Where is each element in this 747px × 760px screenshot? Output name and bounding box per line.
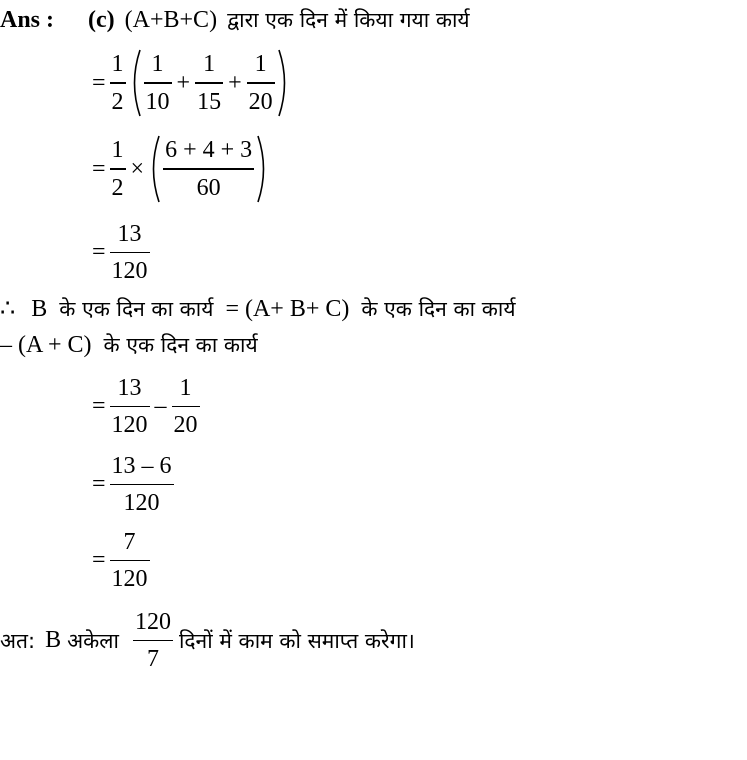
conclusion-text-1: अकेला	[67, 628, 119, 653]
therefore-text-2: के एक दिन का कार्य	[361, 297, 516, 321]
fraction-denominator: 120	[111, 258, 148, 285]
fraction-one-twentieth	[247, 52, 275, 113]
answer-line	[0, 8, 470, 32]
equation-step-3	[92, 222, 152, 283]
conclusion-line	[0, 610, 415, 671]
fraction-half	[110, 138, 126, 199]
answer-expression: (A+B+C)	[124, 7, 218, 33]
fraction-denominator: 20	[173, 412, 198, 439]
times-sign: ×	[130, 155, 145, 182]
therefore-symbol: ∴	[0, 296, 16, 322]
equation-step-6	[92, 530, 152, 591]
left-parenthesis-icon	[147, 134, 161, 204]
therefore-text-1: के एक दिन का कार्य	[59, 297, 214, 321]
equation-step-2	[92, 134, 270, 204]
therefore-middle: = (A+ B+ C)	[225, 296, 350, 322]
right-parenthesis-icon	[277, 48, 291, 118]
plus-sign: +	[176, 69, 191, 96]
fraction-denominator: 120	[111, 566, 148, 593]
fraction-numerator: 1	[254, 51, 267, 78]
variable-b: B	[31, 296, 48, 322]
equals-sign: =	[92, 239, 106, 266]
conclusion-text-2: दिनों में काम को समाप्त करेगा।	[178, 628, 415, 653]
variable-b: B	[45, 627, 62, 654]
fraction-days	[133, 610, 173, 671]
fraction-numerator: 120	[134, 609, 171, 635]
conclusion-prefix: अत:	[0, 628, 36, 653]
equals-sign: =	[92, 547, 106, 574]
equation-step-5	[92, 454, 176, 515]
fraction-thirteen-over-120	[110, 376, 150, 437]
fraction-numerator: 13 – 6	[111, 453, 172, 479]
fraction-numerator: 1	[111, 51, 124, 78]
equation-step-1	[92, 48, 291, 118]
equation-step-4	[92, 376, 202, 437]
equals-sign: =	[92, 69, 106, 96]
left-parenthesis-icon	[128, 48, 142, 118]
right-parenthesis-icon	[256, 134, 270, 204]
minus-expression: – (A + C)	[0, 332, 92, 358]
minus-line	[0, 333, 258, 357]
equals-sign: =	[92, 393, 106, 420]
equals-sign: =	[92, 155, 106, 182]
fraction-denominator: 2	[111, 88, 124, 115]
minus-sign: –	[154, 393, 167, 420]
equals-sign: =	[92, 471, 106, 498]
fraction-half	[110, 52, 126, 113]
fraction-final	[110, 530, 150, 591]
fraction-numerator: 1	[151, 51, 164, 78]
fraction-difference	[110, 454, 174, 515]
plus-sign: +	[228, 69, 242, 96]
fraction-numerator: 1	[179, 375, 192, 401]
fraction-denominator: 2	[111, 174, 124, 201]
fraction-one-tenth	[144, 52, 172, 113]
fraction-denominator: 20	[248, 88, 273, 115]
fraction-numerator: 13	[117, 375, 142, 401]
answer-text: द्वारा एक दिन में किया गया कार्य	[227, 8, 470, 32]
fraction-denominator: 120	[111, 412, 148, 439]
fraction-denominator: 15	[197, 88, 222, 115]
fraction-numerator: 13	[117, 221, 142, 247]
fraction-sum-over-sixty	[163, 138, 254, 199]
fraction-one-fifteenth	[195, 52, 223, 113]
fraction-numerator: 6 + 4 + 3	[165, 137, 253, 164]
fraction-numerator: 1	[203, 51, 216, 78]
fraction-denominator: 10	[145, 88, 170, 115]
answer-option: (c)	[88, 7, 115, 33]
answer-prefix: Ans :	[0, 7, 55, 33]
fraction-one-twentieth	[172, 376, 200, 437]
fraction-numerator: 7	[123, 529, 136, 555]
fraction-denominator: 120	[123, 490, 160, 517]
fraction-denominator: 60	[196, 174, 221, 201]
fraction-denominator: 7	[146, 646, 159, 673]
minus-text: के एक दिन का कार्य	[103, 333, 258, 357]
therefore-line	[0, 297, 516, 321]
fraction-result	[110, 222, 150, 283]
fraction-numerator: 1	[111, 137, 124, 164]
